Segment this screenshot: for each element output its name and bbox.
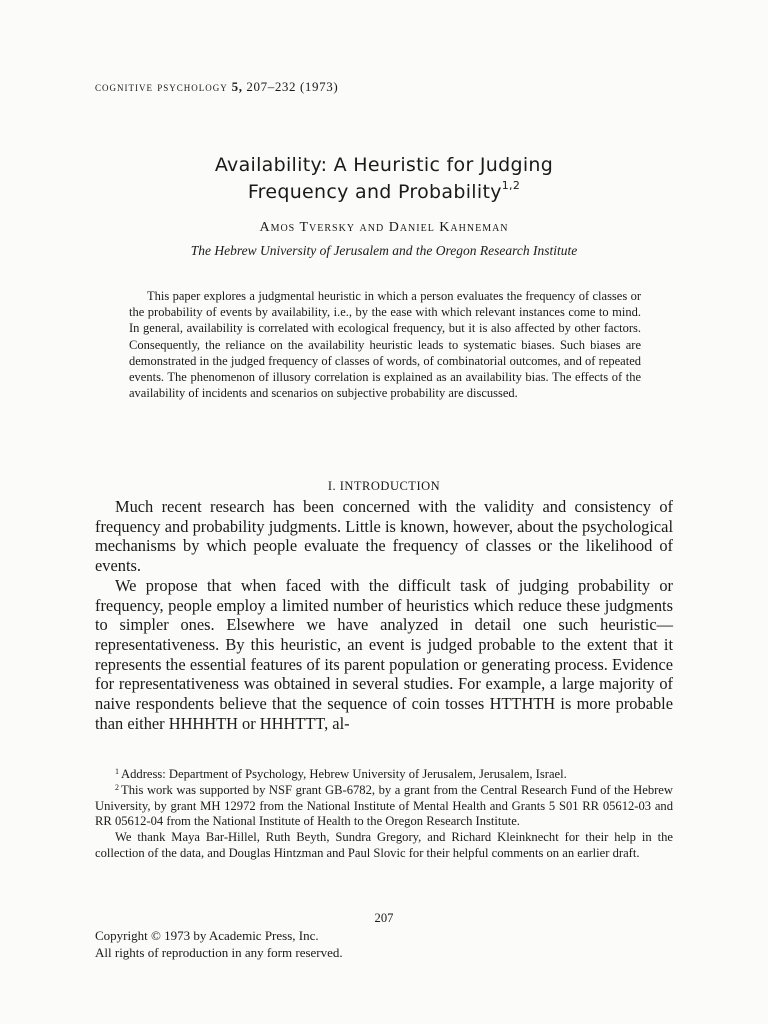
body-paragraph: Much recent research has been concerned with the validity and consistency of frequency and probability judgments. Little is known, however, about the psychological mechanisms by which people evaluate the frequency of classes or the likelihood of events.: [95, 497, 673, 576]
running-header: [95, 79, 338, 95]
journal-name: cognitive psychology: [95, 79, 228, 94]
acknowledgements: We thank Maya Bar-Hillel, Ruth Beyth, Sundra Gregory, and Richard Kleinknecht for their help in the collection of the data, and Douglas Hintzman and Paul Slovic for their helpful comments on an earlier draft.: [95, 830, 673, 860]
copyright-notice: [95, 928, 343, 961]
title-footnote-marks: 1,2: [501, 179, 521, 192]
footnote-mark: 2: [115, 782, 119, 792]
rights-line: All rights of reproduction in any form reserved.: [95, 944, 343, 960]
journal-year: (1973): [299, 79, 339, 94]
author-affiliation: The Hebrew University of Jerusalem and the Oregon Research Institute: [190, 243, 578, 258]
body-text: [95, 497, 673, 733]
abstract: This paper explores a judgmental heuristic in which a person evaluates the frequency of classes or the probability of events by availability, i.e., by the ease with which relevant instances come to mind. In general, availability is correlated with ecological frequency, but it is also affected by other factors. Consequently, the reliance on the availability heuristic leads to systematic biases. Such biases are demonstrated in the judged frequency of classes of words, of combinatorial outcomes, and of repeated events. The phenomenon of illusory correlation is explained as an availability bias. The effects of the availability of incidents and scenarios on subjective probability are discussed.: [129, 289, 641, 401]
body-paragraph: We propose that when faced with the difficult task of judging probability or frequency, people employ a limited number of heuristics which reduce these judgments to simpler ones. Elsewhere we have analyzed in detail one such heuristic—representativeness. By this heuristic, an event is judged probable to the extent that it represents the essential features of its parent population or generating process. Evidence for representativeness was obtained in several studies. For example, a large majority of naive respondents believe that the sequence of coin tosses HTTHTH is more probable than either HHHHTH or HHHTTT, al-: [95, 575, 673, 733]
journal-volume: 5,: [231, 79, 243, 94]
paper-title: [0, 152, 768, 206]
footnote-text: This work was supported by NSF grant GB-6782, by a grant from the Central Research Fund of the Hebrew University, by grant MH 12972 from the National Institute of Mental Health and Grants 5 S01 RR 05612-03 and RR 05612-04 from the National Institute of Health to the Oregon Research Institute.: [95, 782, 673, 829]
footnote: [95, 783, 673, 830]
title-line-1: Availability: A Heuristic for Judging: [214, 154, 554, 176]
title-line-2: [0, 179, 768, 206]
page-number: 207: [374, 911, 394, 925]
journal-pages: 207–232: [246, 79, 297, 94]
footnotes: [95, 767, 673, 862]
footnote: [95, 767, 673, 783]
section-heading: I. INTRODUCTION: [327, 479, 441, 493]
footnote-text: Address: Department of Psychology, Hebrew University of Jerusalem, Jerusalem, Israel.: [121, 767, 567, 781]
copyright-line: Copyright © 1973 by Academic Press, Inc.: [95, 928, 319, 943]
footnote-mark: 1: [115, 767, 119, 776]
title-line-2-text: Frequency and Probability: [247, 181, 502, 203]
paper-authors: Amos Tversky and Daniel Kahneman: [259, 220, 509, 235]
